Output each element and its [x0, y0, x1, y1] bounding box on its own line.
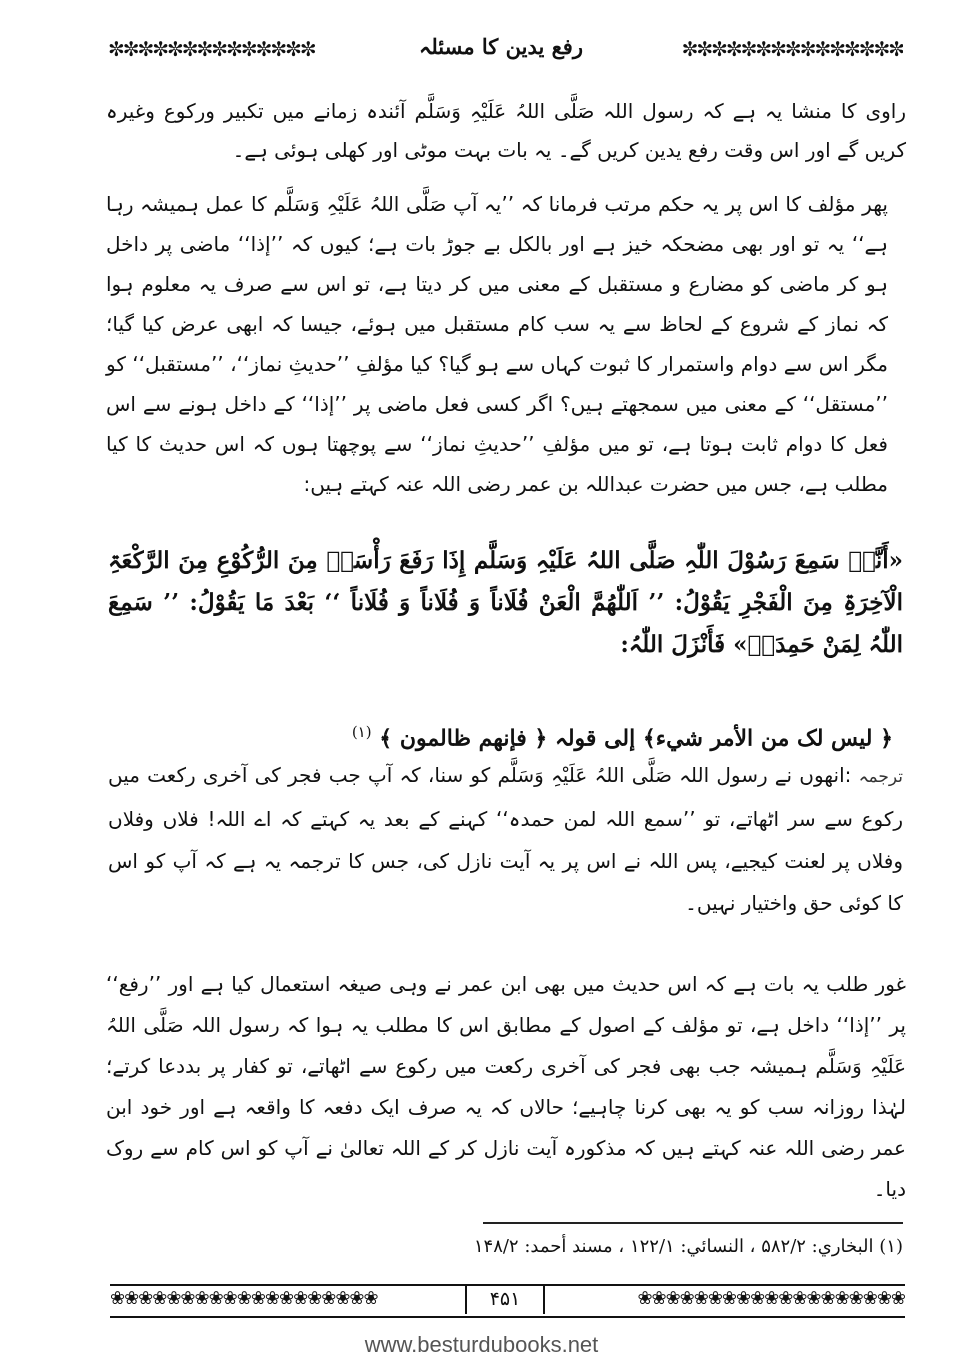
paragraph-2-text: پھر مؤلف کا اس پر یہ حکم مرتب فرمانا کہ ’’یہ آپ صَلَّی اللہُ عَلَیْہِ وَسَلَّم کا عمل ہمیشہ رہا ہے‘‘ یہ تو اور بھی مضحکہ خیز ہے اور بالکل بے جوڑ بات ہے؛ کیوں کہ ’’إذا‘‘ ماضی پر داخل ہو کر ماضی کو مضارع و مستقبل کے معنی میں کر دیتا ہے، تو اس سے صرف یہ معلوم ہوا کہ نماز کے شروع کے لحاظ سے یہ سب کام مستقبل میں ہوئے، جیسا کہ ابھی عرض کیا گیا؛ مگر اس سے دوام واستمرار کا ثبوت کہاں سے ہو گیا؟ کیا مؤلفِ ’’حدیثِ نماز‘‘، ’’مستقبل‘‘ کو ’’مستقل‘‘ کے معنی میں سمجھتے ہیں؟ اگر کسی فعل ماضی پر ’’إذا‘‘ کے داخل ہونے سے اس فعل کا دوام ثابت ہوتا ہے، تو میں مؤلفِ ’’حدیثِ نماز‘‘ سے پوچھتا ہوں کہ اس حدیث کا کیا مطلب ہے، جس میں حضرت عبداللہ بن عمر رضی اللہ عنہ کہتے ہیں:	[106, 192, 888, 496]
paragraph-1	[106, 92, 906, 170]
page-header	[108, 34, 903, 64]
quran-verse	[108, 712, 903, 758]
paragraph-3	[106, 964, 906, 1210]
page-number: ۴۵۱	[465, 1284, 545, 1314]
page-footer	[110, 1284, 905, 1318]
paragraph-3-text: غور طلب یہ بات ہے کہ اس حدیث میں بھی ابن عمر نے وہی صیغہ استعمال کیا ہے اور ’’رفع‘‘ پر ’’إذا‘‘ داخل ہے، تو مؤلف کے اصول کے مطابق اس کا مطلب یہ ہوا کہ رسول اللہ صَلَّی اللہُ عَلَیْہِ وَسَلَّم ہمیشہ جب بھی فجر کی آخری رکعت میں رکوع سے اٹھاتے، تو کفار پر بددعا کرتے؛ لہٰذا روزانہ سب کو یہ بھی کرنا چاہیے؛ حالاں کہ یہ صرف ایک دفعہ کا واقعہ ہے اور خود ابن عمر رضی اللہ عنہ کہتے ہیں کہ مذکورہ آیت نازل کر کے اللہ تعالیٰ نے آپ کو اس کام سے روک دیا۔	[106, 972, 906, 1201]
footnote-divider	[483, 1222, 903, 1224]
header-ornament-left: ✼✼✼✼✼✼✼✼✼✼✼✼✼✼	[108, 38, 315, 60]
hadith-arabic: «أَنَّہٗ سَمِعَ رَسُوْلَ اللّٰہِ صَلَّی اللہُ عَلَیْہِ وَسَلَّم إِذَا رَفَعَ رَأْسَہٗ مِنَ الرُّکُوْعِ مِنَ الرَّکْعَۃِ الْآخِرَۃِ مِنَ الْفَجْرِ یَقُوْلُ: ’’ اَللّٰھُمَّ الْعَنْ فُلَاناً وَ فُلَاناً وَ فُلَاناً ‘‘ بَعْدَ مَا یَقُوْلُ: ’’ سَمِعَ اللّٰہُ لِمَنْ حَمِدَہٗ» فَأَنْزَلَ اللّٰہُ:	[108, 547, 903, 658]
paragraph-2	[106, 184, 906, 504]
running-title: رفع یدین کا مسئلہ	[419, 34, 583, 59]
translation-label: ترجمہ	[858, 767, 904, 787]
footer-ornament-right: ❀❀❀❀❀❀❀❀❀❀❀❀❀❀❀❀❀❀❀	[637, 1288, 905, 1309]
website-watermark: www.besturdubooks.net	[364, 1332, 599, 1357]
header-ornament-right: ✼✼✼✼✼✼✼✼✼✼✼✼✼✼✼	[681, 38, 903, 60]
footnote: (۱) البخاري: ۵۸۲/۲ ، النسائي: ۱۲۲/۱ ، مسند أحمد: ۱۴۸/۲	[473, 1236, 903, 1257]
translation-block	[108, 754, 903, 924]
footer-ornament-left: ❀❀❀❀❀❀❀❀❀❀❀❀❀❀❀❀❀❀❀	[110, 1288, 378, 1309]
translation-text: :انھوں نے رسول اللہ صَلَّی اللہُ عَلَیْہِ وَسَلَّم کو سنا، کہ آپ جب فجر کی آخری رکعت میں رکوع سے سر اٹھاتے، تو ’’سمع اللہ لمن حمدہ‘‘ کہنے کے بعد یہ کہتے کہ اے اللہ! فلاں وفلاں وفلاں پر لعنت کیجیے، پس اللہ نے اس پر یہ آیت نازل کی، جس کا ترجمہ یہ ہے کہ آپ کو اس کا کوئی حق واختیار نہیں۔	[108, 763, 903, 915]
footnote-marker: (۱)	[351, 723, 372, 741]
quran-verse-text: ﴿ لیس لک من الأمر شيء﴾ إلی قولہ ﴿ فإنھم ظالمون ﴾	[379, 725, 893, 752]
paragraph-1-text: راوی کا منشا یہ ہے کہ رسول اللہ صَلَّی اللہُ عَلَیْہِ وَسَلَّم آئندہ زمانے میں تکبیر ورکوع وغیرہ کریں گے اور اس وقت رفع یدین کریں گے۔ یہ بات بہت موٹی اور کھلی ہوئی ہے۔	[106, 99, 906, 162]
